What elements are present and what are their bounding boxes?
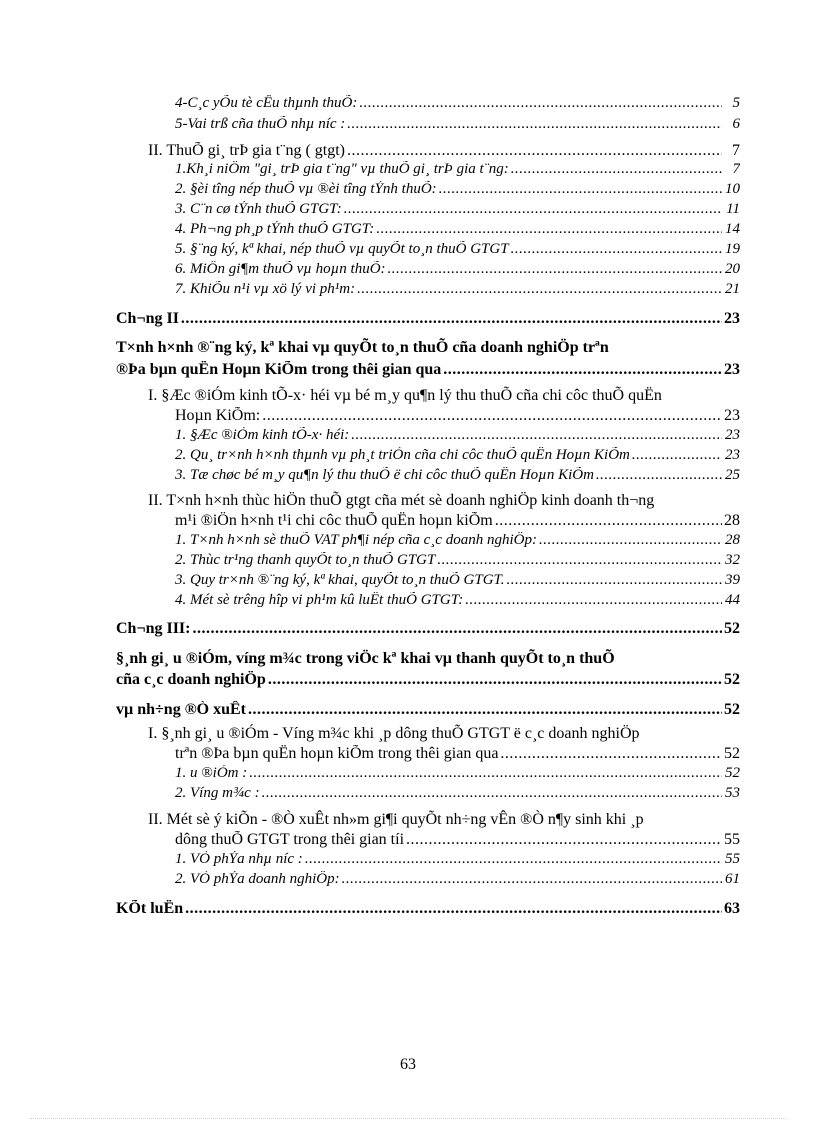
toc-entry-title: 4. Mét sè trêng hîp vi ph¹m kû luËt thuÕ GTGT: xyxy=(175,592,464,608)
toc-leader-dots xyxy=(439,181,722,198)
toc-entry-title: 1.Kh¸i niÖm "gi¸ trÞ gia t¨ng" vµ thuÕ gi¸ trÞ gia t¨ng: xyxy=(175,161,509,177)
toc-entry[interactable] xyxy=(175,221,740,238)
toc-entry-title: 2. Víng m¾c : xyxy=(175,785,260,801)
toc-section-title[interactable]: II. T×nh h×nh thùc hiÖn thuÕ gtgt cña mét sè doanh nghiÖp kinh doanh th¬ng xyxy=(148,492,655,509)
toc-entry-page: 44 xyxy=(725,592,740,608)
toc-entry[interactable] xyxy=(175,871,740,888)
toc-entry-page: 11 xyxy=(726,201,740,217)
toc-entry-title: 2. VÒ phÝa doanh nghiÖp: xyxy=(175,871,340,887)
toc-entry[interactable] xyxy=(175,281,740,298)
toc-leader-dots xyxy=(507,572,722,589)
toc-entry-page: 61 xyxy=(725,871,740,887)
toc-entry-page: 21 xyxy=(725,281,740,297)
toc-entry-page: 53 xyxy=(725,785,740,801)
toc-entry[interactable] xyxy=(175,765,740,782)
toc-entry-title: Ch¬ng III: xyxy=(116,620,191,637)
toc-chapter-title[interactable] xyxy=(116,701,740,719)
toc-entry[interactable] xyxy=(175,512,740,530)
toc-entry-title: 1. VÒ phÝa nhµ níc : xyxy=(175,851,303,867)
toc-leader-dots xyxy=(344,201,722,218)
toc-chapter-title[interactable]: T×nh h×nh ®¨ng ký, kª khai vµ quyÕt to¸n thuÕ cña doanh nghiÖp trªn xyxy=(116,339,609,356)
toc-entry-page: 19 xyxy=(725,241,740,257)
toc-entry[interactable] xyxy=(175,447,740,464)
toc-entry-title: 2. Thùc tr¹ng thanh quyÕt to¸n thuÕ GTGT xyxy=(175,552,436,568)
toc-leader-dots xyxy=(406,831,722,849)
toc-entry-page: 52 xyxy=(724,745,740,762)
page-bottom-divider xyxy=(30,1118,786,1119)
toc-leader-dots xyxy=(192,620,722,638)
toc-entry-page: 23 xyxy=(725,447,740,463)
toc-leader-dots xyxy=(347,116,722,133)
toc-entry[interactable] xyxy=(175,831,740,849)
toc-entry[interactable] xyxy=(175,467,740,484)
toc-entry-page: 6 xyxy=(732,116,740,132)
toc-chapter-title[interactable]: §¸nh gi¸ u ®iÓm, víng m¾c trong viÖc kª khai vµ thanh quyÕt to¸n thuÕ xyxy=(116,650,615,667)
toc-leader-dots xyxy=(511,241,722,258)
toc-entry-title: Ch¬ng II xyxy=(116,310,179,327)
toc-chapter-heading[interactable] xyxy=(116,620,740,638)
toc-leader-dots xyxy=(465,592,722,609)
toc-entry-title: 3. Tæ chøc bé m¸y qu¶n lý thu thuÕ ë chi côc thuÕ quËn Hoµn KiÕm xyxy=(175,467,594,483)
toc-entry-title: 3. Quy tr×nh ®¨ng ký, kª khai, quyÕt to¸n thuÕ GTGT. xyxy=(175,572,505,588)
toc-entry[interactable] xyxy=(175,261,740,278)
toc-entry[interactable] xyxy=(175,785,740,802)
toc-entry-page: 5 xyxy=(732,95,740,111)
toc-entry-title: dông thuÕ GTGT trong thêi gian tíi xyxy=(175,831,405,848)
toc-entry[interactable] xyxy=(175,851,740,868)
toc-entry-page: 23 xyxy=(724,407,740,424)
toc-leader-dots xyxy=(305,851,722,868)
page-number: 63 xyxy=(400,1056,416,1073)
toc-entry-title: 5-Vai trß cña thuÕ nhµ níc : xyxy=(175,116,346,132)
toc-entry-title: Hoµn KiÕm: xyxy=(175,407,261,424)
toc-leader-dots xyxy=(268,671,722,689)
toc-entry-page: 39 xyxy=(725,572,740,588)
toc-chapter-title[interactable] xyxy=(116,361,740,379)
toc-entry-page: 23 xyxy=(725,427,740,443)
toc-entry-title: 3. C¨n cø tÝnh thuÕ GTGT: xyxy=(175,201,342,217)
toc-entry[interactable] xyxy=(175,116,740,133)
toc-leader-dots xyxy=(376,221,722,238)
toc-entry-page: 28 xyxy=(724,512,740,529)
toc-entry-title: 5. §¨ng ký, kª khai, nép thuÕ vµ quyÕt to¸n thuÕ GTGT xyxy=(175,241,509,257)
toc-entry-title: m¹i ®iÖn h×nh t¹i chi côc thuÕ quËn hoµn kiÕm xyxy=(175,512,493,529)
toc-leader-dots xyxy=(437,552,722,569)
toc-entry-page: 10 xyxy=(725,181,740,197)
toc-chapter-title[interactable] xyxy=(116,671,740,689)
toc-chapter-heading[interactable] xyxy=(116,900,740,918)
toc-entry-title: KÕt luËn xyxy=(116,900,184,917)
toc-entry[interactable] xyxy=(175,745,740,763)
toc-entry-title: vµ nh÷ng ®Ò xuÊt xyxy=(116,701,246,718)
toc-entry[interactable] xyxy=(175,181,740,198)
toc-entry-page: 25 xyxy=(725,467,740,483)
toc-entry-title: 2. §èi tîng nép thuÕ vµ ®èi tîng tÝnh thuÕ: xyxy=(175,181,437,197)
toc-entry-title: trªn ®Þa bµn quËn hoµn kiÕm trong thêi gian qua xyxy=(175,745,499,762)
toc-entry-title: 1. T×nh h×nh sè thuÕ VAT ph¶i nép cña c¸c doanh nghiÖp: xyxy=(175,532,537,548)
toc-entry-title: 1. u ®iÓm : xyxy=(175,765,248,781)
toc-entry-title: 1. §Æc ®iÓm kinh tÕ-x· héi: xyxy=(175,427,350,443)
toc-section-title[interactable]: I. §¸nh gi¸ u ®iÓm - Víng m¾c khi ¸p dông thuÕ GTGT ë c¸c doanh nghiÖp xyxy=(148,725,640,742)
toc-entry-title: 6. MiÔn gi¶m thuÕ vµ hoµn thuÕ: xyxy=(175,261,386,277)
toc-entry[interactable] xyxy=(175,201,740,218)
toc-leader-dots xyxy=(500,745,722,763)
toc-entry[interactable] xyxy=(175,552,740,569)
toc-chapter-heading[interactable] xyxy=(116,310,740,328)
toc-entry-page: 63 xyxy=(724,900,740,917)
toc-leader-dots xyxy=(511,161,722,178)
toc-leader-dots xyxy=(388,261,722,278)
toc-entry[interactable] xyxy=(175,532,740,549)
toc-entry-page: 14 xyxy=(725,221,740,237)
toc-entry-title: cña c¸c doanh nghiÖp xyxy=(116,671,266,688)
toc-entry-page: 7 xyxy=(732,161,740,177)
toc-entry-page: 52 xyxy=(724,671,740,688)
toc-entry-title: 7. KhiÕu n¹i vµ xö lý vi ph¹m: xyxy=(175,281,356,297)
toc-entry-title: ®Þa bµn quËn Hoµn KiÕm trong thêi gian qua xyxy=(116,361,442,378)
toc-entry[interactable] xyxy=(175,592,740,609)
toc-entry-page: 52 xyxy=(724,620,740,637)
toc-leader-dots xyxy=(351,427,722,444)
toc-leader-dots xyxy=(262,407,722,425)
toc-leader-dots xyxy=(342,871,722,888)
toc-section-title[interactable]: II. Mét sè ý kiÕn - ®Ò xuÊt nh»m gi¶i quyÕt nh÷ng vÊn ®Ò n¶y sinh khi ¸p xyxy=(148,811,644,828)
toc-leader-dots xyxy=(596,467,722,484)
toc-entry-title: II. ThuÕ gi¸ trÞ gia t¨ng ( gtgt) xyxy=(148,142,346,159)
toc-entry-page: 20 xyxy=(725,261,740,277)
toc-leader-dots xyxy=(185,900,722,918)
toc-entry-title: 4. Ph¬ng ph¸p tÝnh thuÕ GTGT: xyxy=(175,221,375,237)
toc-leader-dots xyxy=(443,361,722,379)
toc-entry[interactable] xyxy=(175,572,740,589)
toc-leader-dots xyxy=(181,310,722,328)
toc-entry-title: 2. Qu¸ tr×nh h×nh thµnh vµ ph¸t triÓn cña chi côc thuÕ quËn Hoµn KiÕm xyxy=(175,447,630,463)
toc-entry-page: 52 xyxy=(725,765,740,781)
toc-section-title[interactable]: I. §Æc ®iÓm kinh tÕ-x· héi vµ bé m¸y qu¶n lý thu thuÕ cña chi côc thuÕ quËn xyxy=(148,387,662,404)
toc-entry-page: 23 xyxy=(724,361,740,378)
toc-leader-dots xyxy=(357,281,722,298)
toc-leader-dots xyxy=(249,765,722,782)
toc-entry[interactable] xyxy=(175,241,740,258)
toc-leader-dots xyxy=(539,532,722,549)
toc-entry[interactable] xyxy=(175,407,740,425)
toc-entry-page: 28 xyxy=(725,532,740,548)
toc-entry-page: 23 xyxy=(724,310,740,327)
toc-entry[interactable] xyxy=(148,142,740,160)
toc-entry[interactable] xyxy=(175,161,740,178)
toc-leader-dots xyxy=(495,512,722,530)
toc-entry-page: 32 xyxy=(725,552,740,568)
toc-entry-title: 4-C¸c yÕu tè cÊu thµnh thuÕ: xyxy=(175,95,358,111)
toc-leader-dots xyxy=(248,701,722,719)
toc-entry-page: 52 xyxy=(724,701,740,718)
toc-entry-page: 7 xyxy=(732,142,740,159)
toc-entry-page: 55 xyxy=(724,831,740,848)
toc-leader-dots xyxy=(347,142,722,160)
toc-entry-page: 55 xyxy=(725,851,740,867)
toc-entry[interactable] xyxy=(175,427,740,444)
toc-leader-dots xyxy=(359,95,722,112)
toc-entry[interactable] xyxy=(175,95,740,112)
toc-leader-dots xyxy=(262,785,722,802)
toc-leader-dots xyxy=(632,447,722,464)
